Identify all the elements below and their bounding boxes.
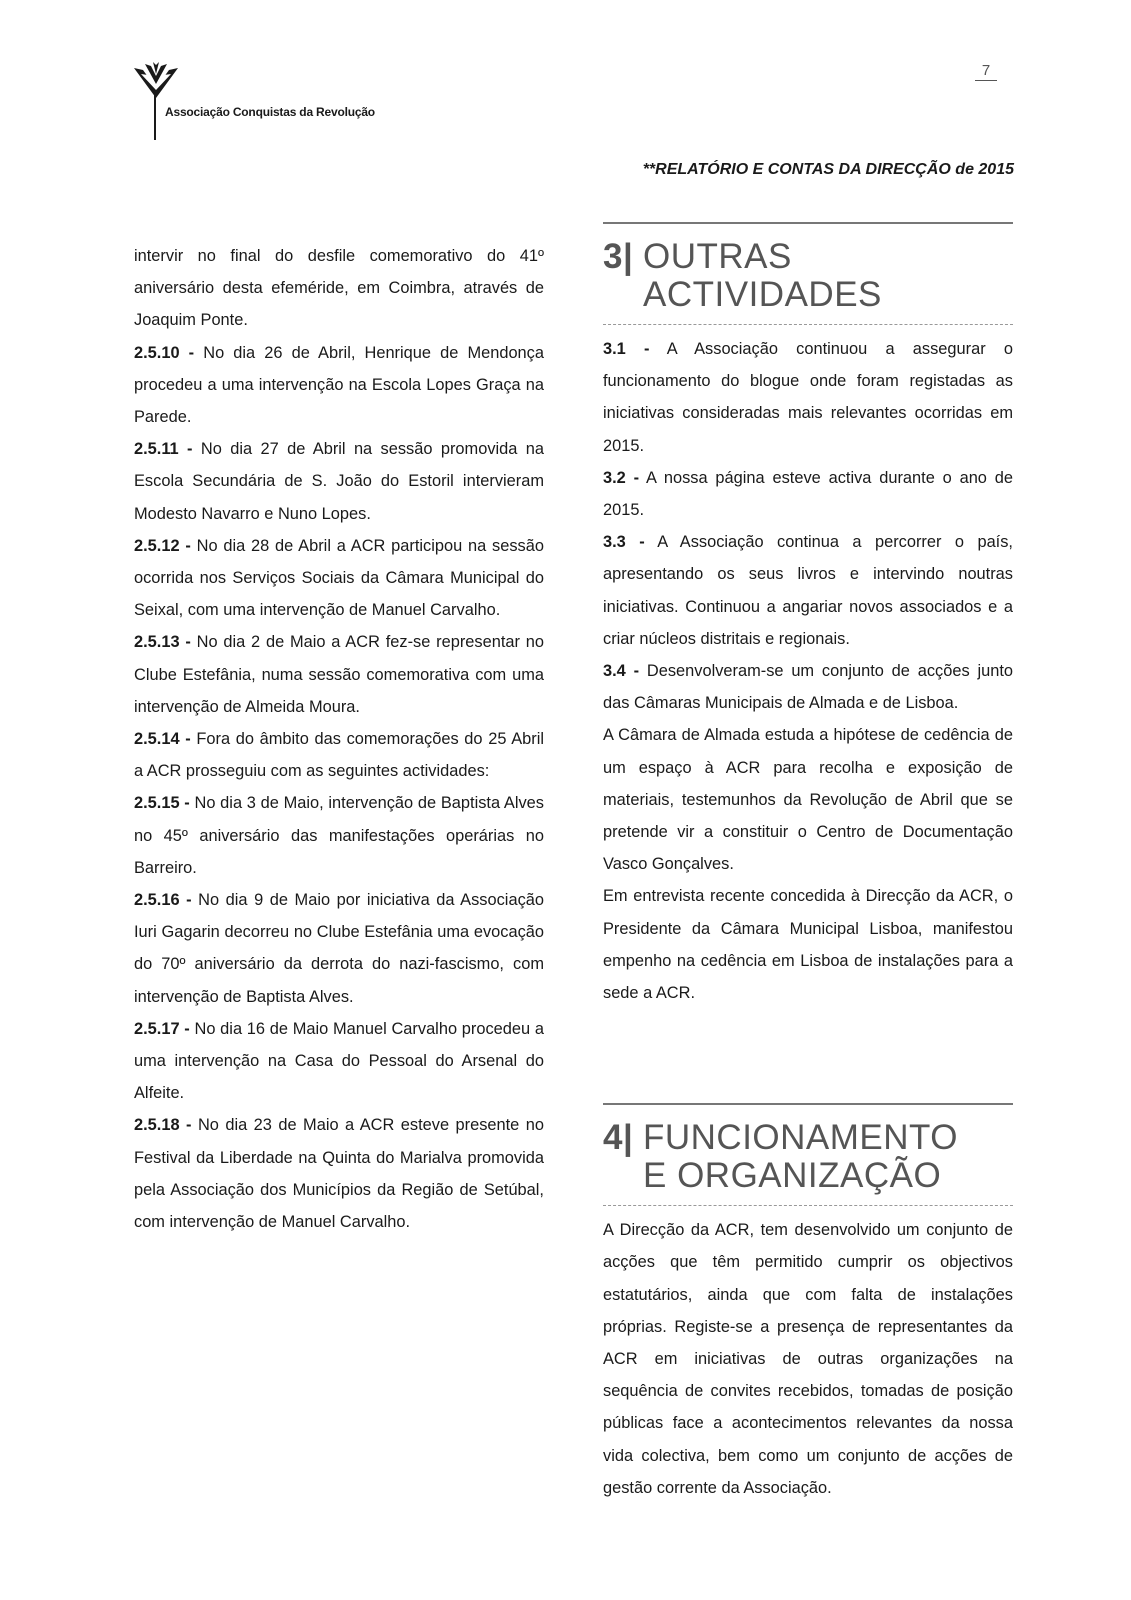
section3-list-item	[603, 655, 1013, 719]
section4-top-rule	[603, 1103, 1013, 1105]
org-name: Associação Conquistas da Revolução	[165, 105, 375, 119]
section3-list-item-number: 3.3 -	[603, 533, 645, 552]
page-number: 7	[975, 62, 997, 81]
left-items-list	[134, 337, 544, 1239]
left-list-item-number: 2.5.15 -	[134, 794, 190, 813]
section3-list-item-text: A nossa página esteve activa durante o ano de 2015.	[603, 468, 1013, 520]
left-list-item-text: No dia 3 de Maio, intervenção de Baptista Alves no 45º aniversário das manifestações operárias no Barreiro.	[134, 794, 544, 877]
section3-paragraph-1: A Câmara de Almada estuda a hipótese de cedência de um espaço à ACR para recolha e exposição de materiais, testemunhos da Revolução de Abril que se pretende vir a constituir o Centro de Documentação Vasco Gonçalves.	[603, 726, 1013, 874]
left-list-item-number: 2.5.18 -	[134, 1116, 192, 1135]
logo-icon	[131, 62, 181, 102]
section3-top-rule	[603, 222, 1013, 224]
left-list-item-text: No dia 9 de Maio por iniciativa da Associação Iuri Gagarin decorreu no Clube Estefânia uma evocação do 70º aniversário da derrota do nazi-fascismo, com intervenção de Baptista Alves.	[134, 891, 544, 1006]
left-list-item	[134, 337, 544, 434]
intro-paragraph: intervir no final do desfile comemorativo do 41º aniversário desta efeméride, em Coimbra, através de Joaquim Ponte.	[134, 247, 544, 330]
left-list-item	[134, 530, 544, 627]
left-list-item	[134, 1109, 544, 1238]
left-list-item	[134, 1013, 544, 1110]
left-list-item-text: No dia 2 de Maio a ACR fez-se representar no Clube Estefânia, numa sessão comemorativa com uma intervenção de Almeida Moura.	[134, 633, 544, 716]
section3-list-item-text: A Associação continua a percorrer o país, apresentando os seus livros e intervindo noutras iniciativas. Continuou a angariar novos associados e a criar núcleos distritais e regionais.	[603, 533, 1013, 648]
right-column	[603, 222, 1013, 1504]
left-list-item-text: Fora do âmbito das comemorações do 25 Abril a ACR prosseguiu com as seguintes actividades:	[134, 730, 544, 781]
section3-list-item-text: A Associação continuou a assegurar o funcionamento do blogue onde foram registadas as iniciativas consideradas mais relevantes ocorridas em 2015.	[603, 340, 1013, 455]
left-list-item-number: 2.5.16 -	[134, 891, 192, 910]
left-list-item-number: 2.5.17 -	[134, 1019, 190, 1038]
left-list-item-text: No dia 23 de Maio a ACR esteve presente no Festival da Liberdade na Quinta do Marialva promovida pela Associação dos Municípios da Região de Setúbal, com intervenção de Manuel Carvalho.	[134, 1116, 544, 1232]
section3-dashed-rule	[603, 324, 1013, 325]
section3-list-item-number: 3.2 -	[603, 468, 640, 487]
left-list-item-text: No dia 28 de Abril a ACR participou na sessão ocorrida nos Serviços Sociais da Câmara Municipal do Seixal, com uma intervenção de Manuel Carvalho.	[134, 536, 544, 620]
section4-dashed-rule	[603, 1205, 1013, 1206]
left-column	[134, 240, 544, 1238]
left-list-item-text: No dia 27 de Abril na sessão promovida na Escola Secundária de S. João do Estoril intervieram Modesto Navarro e Nuno Lopes.	[134, 440, 544, 523]
section3-list-item	[603, 526, 1013, 655]
section3-title: OUTRAS ACTIVIDADES	[643, 237, 882, 314]
section3-paragraph-2: Em entrevista recente concedida à Direcção da ACR, o Presidente da Câmara Municipal Lisboa, manifestou empenho na cedência em Lisboa de instalações para a sede a ACR.	[603, 887, 1013, 1003]
left-list-item-number: 2.5.13 -	[134, 633, 191, 652]
left-list-item-text: No dia 16 de Maio Manuel Carvalho procedeu a uma intervenção na Casa do Pessoal do Arsenal do Alfeite.	[134, 1019, 544, 1103]
header-divider	[154, 94, 156, 140]
section3-list-item	[603, 333, 1013, 462]
section4-heading	[603, 1119, 1013, 1195]
section3-list-item-number: 3.4 -	[603, 662, 640, 681]
left-list-item-number: 2.5.11 -	[134, 440, 193, 459]
section3-list-item	[603, 462, 1013, 526]
section4-paragraph: A Direcção da ACR, tem desenvolvido um conjunto de acções que têm permitido cumprir os objectivos estatutários, ainda que com falta de instalações próprias. Registe-se a presença de representantes da ACR em iniciativas de outras organizações na sequência de convites recebidos, tomadas de posição públicas face a acontecimentos relevantes da nossa vida colectiva, bem como um conjunto de acções de gestão corrente da Associação.	[603, 1221, 1013, 1497]
left-list-item-number: 2.5.10 -	[134, 343, 195, 362]
left-list-item	[134, 626, 544, 723]
section3-items-list	[603, 333, 1013, 719]
left-list-item-text: No dia 26 de Abril, Henrique de Mendonça procedeu a uma intervenção na Escola Lopes Graça na Parede.	[134, 343, 544, 427]
section3-list-item-number: 3.1 -	[603, 340, 650, 358]
left-list-item-number: 2.5.14 -	[134, 730, 191, 749]
left-list-item	[134, 433, 544, 530]
left-list-item	[134, 723, 544, 787]
report-title: **RELATÓRIO E CONTAS DA DIRECÇÃO de 2015	[642, 161, 1014, 178]
section3-heading	[603, 238, 1013, 314]
section4-number: 4|	[603, 1118, 634, 1158]
left-list-item	[134, 787, 544, 884]
left-list-item	[134, 884, 544, 1013]
section3-list-item-text: Desenvolveram-se um conjunto de acções junto das Câmaras Municipais de Almada e de Lisboa.	[603, 662, 1013, 713]
section4-title-line2: E ORGANIZAÇÃO	[643, 1156, 942, 1196]
section4-title-line1: FUNCIONAMENTO	[643, 1118, 959, 1158]
left-list-item-number: 2.5.12 -	[134, 536, 191, 555]
section3-number: 3|	[603, 237, 634, 276]
